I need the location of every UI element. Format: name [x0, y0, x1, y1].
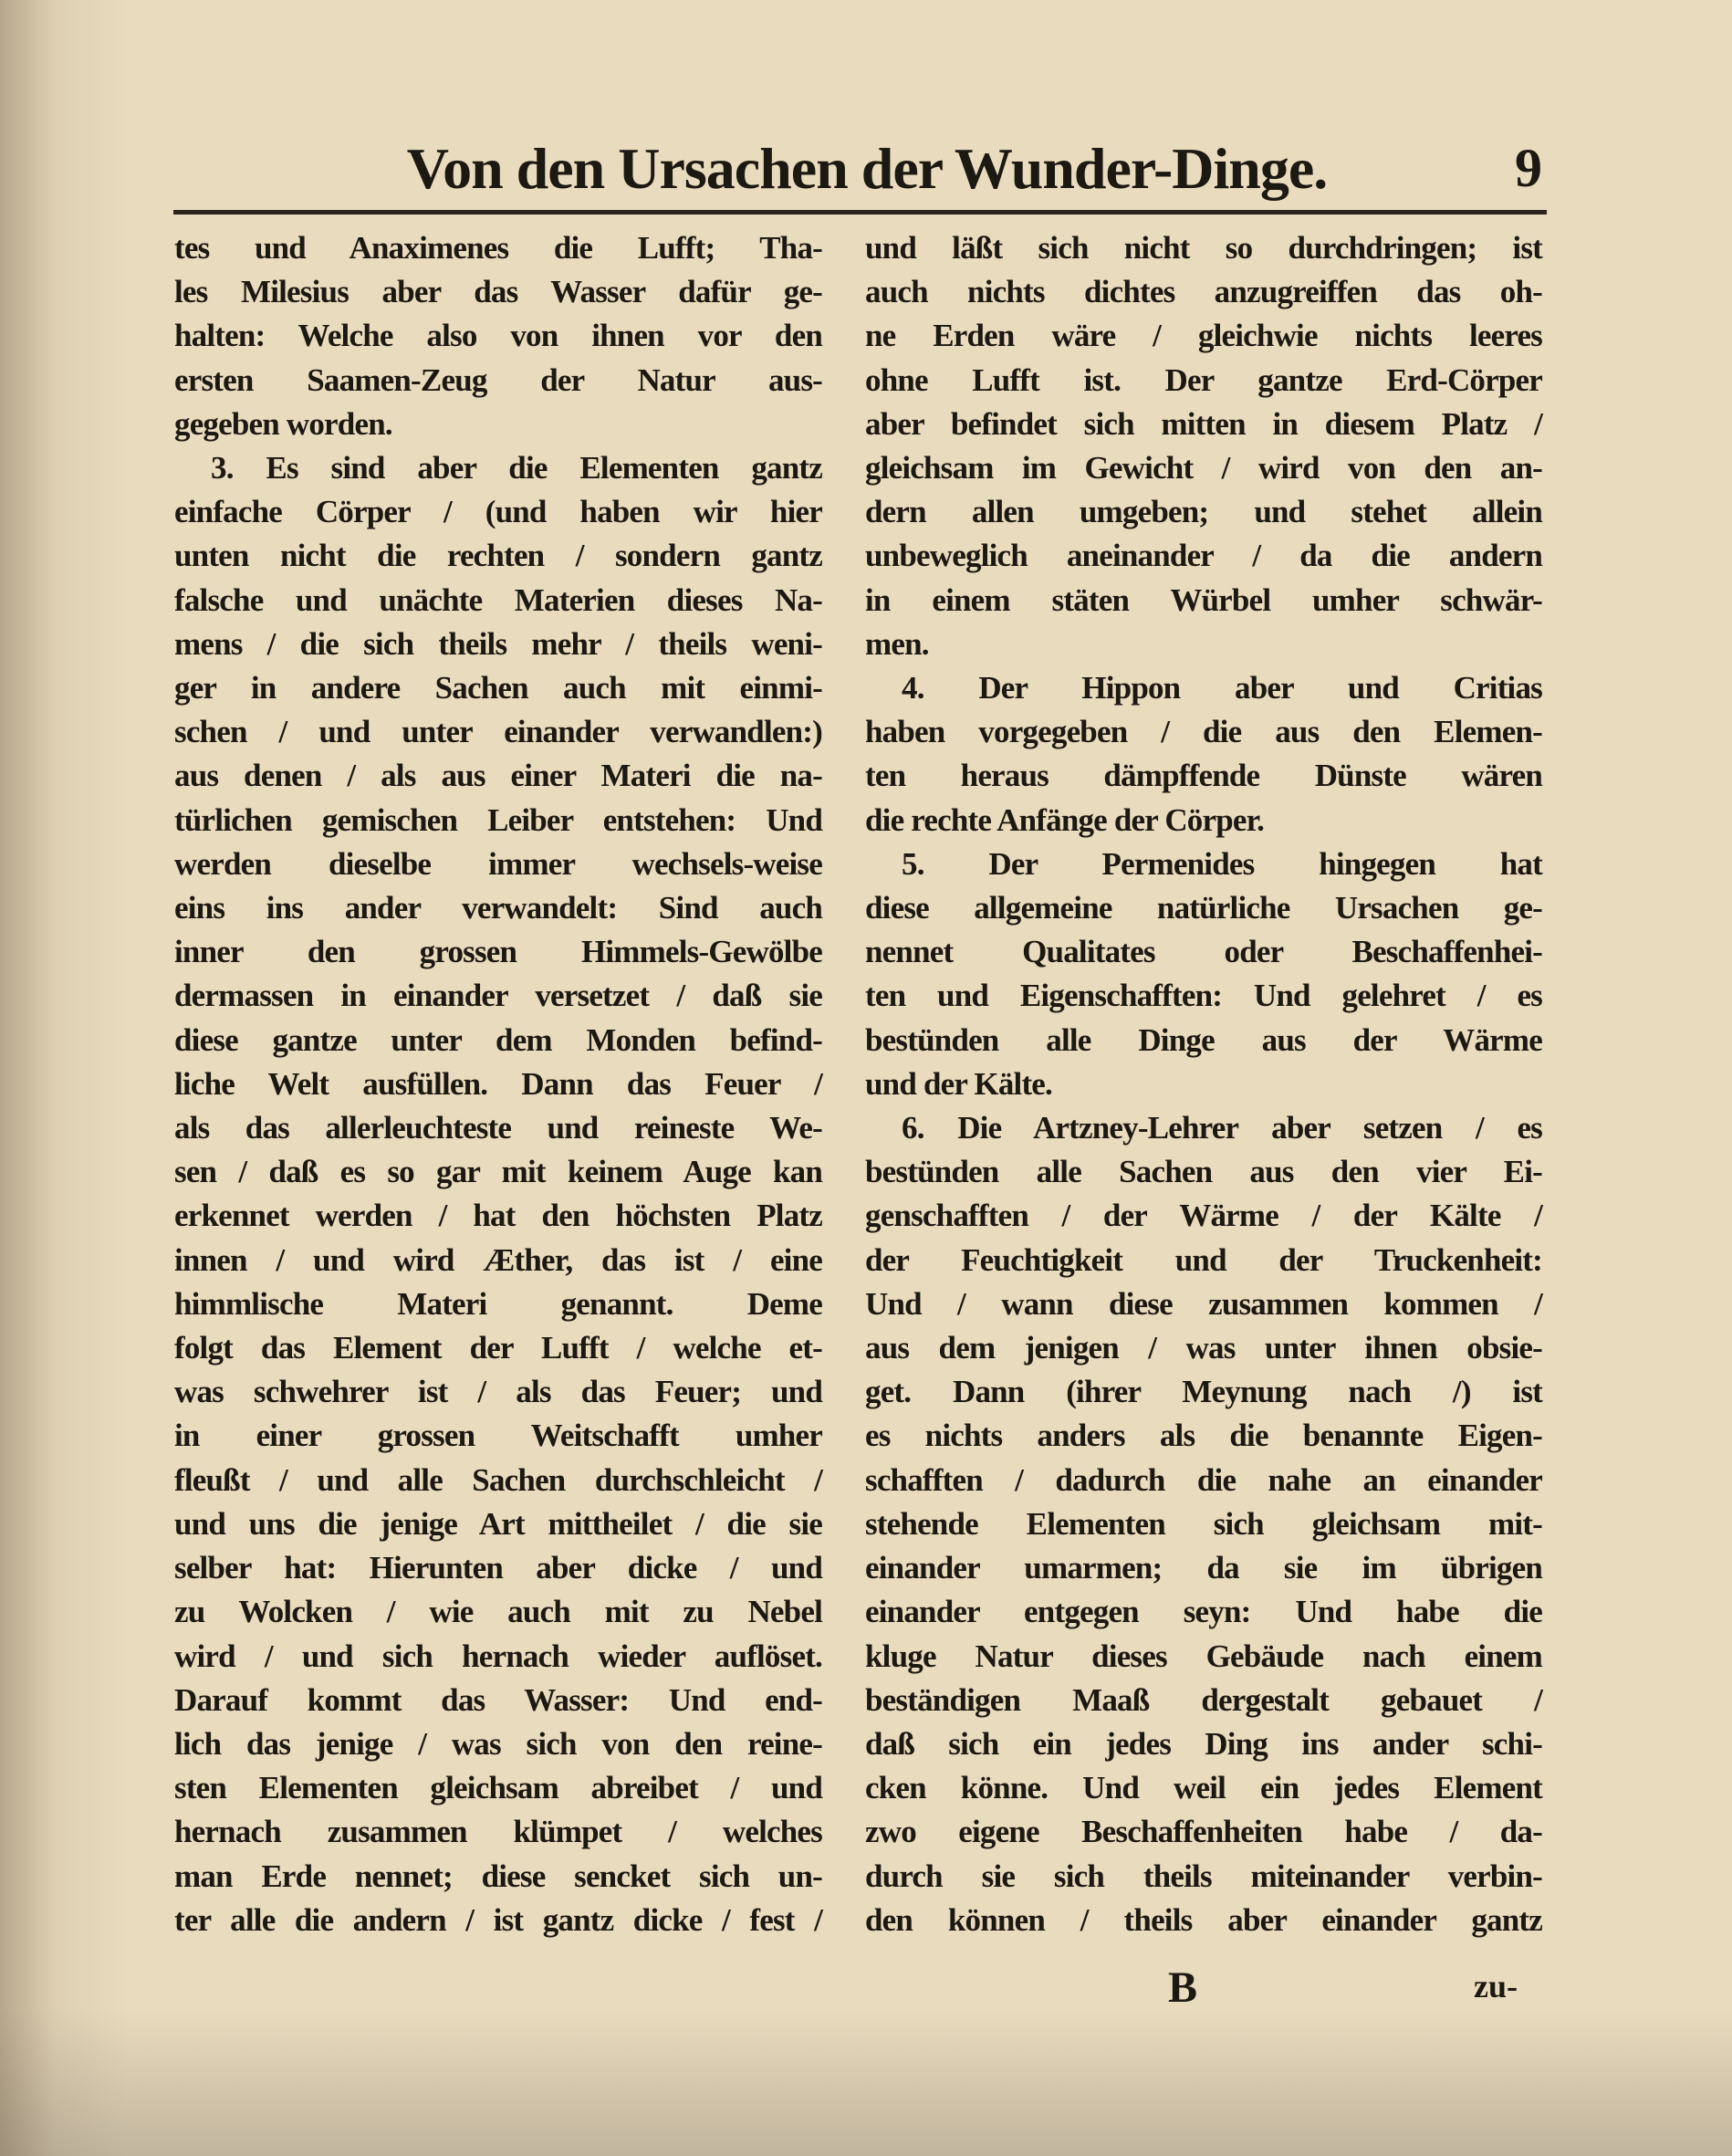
- text-line: falsche und unächte Materien dieses Na-: [174, 581, 822, 618]
- text-line: hernach zusammen klümpet / welches: [174, 1814, 822, 1850]
- text-line: wird / und sich hernach wieder auflöset.: [174, 1638, 822, 1674]
- text-line: bestünden alle Dinge aus der Wärme: [865, 1021, 1542, 1058]
- text-line: les Milesius aber das Wasser dafür ge-: [174, 274, 822, 310]
- text-line: und läßt sich nicht so durchdringen; ist: [865, 230, 1542, 266]
- text-line: aus denen / als aus einer Materi die na-: [174, 758, 822, 794]
- text-line: 3. Es sind aber die Elementen gantz: [211, 450, 822, 487]
- text-line: einander umarmen; da sie im übrigen: [865, 1550, 1542, 1586]
- text-line: 6. Die Artzney-Lehrer aber setzen / es: [902, 1110, 1542, 1146]
- text-line: eins ins ander verwandelt: Sind auch: [174, 890, 822, 926]
- text-line: 5. Der Permenides hingegen hat: [902, 845, 1542, 882]
- text-line: erkennet werden / hat den höchsten Platz: [174, 1198, 822, 1234]
- right-text-column: [865, 226, 1542, 1942]
- text-line: aus dem jenigen / was unter ihnen obsie-: [865, 1330, 1542, 1366]
- text-line: bestünden alle Sachen aus den vier Ei-: [865, 1154, 1542, 1190]
- header-rule: [173, 210, 1547, 215]
- text-line: himmlische Materi genannt. Deme: [174, 1285, 822, 1322]
- text-line: ten heraus dämpffende Dünste wären: [865, 758, 1542, 794]
- text-line: ohne Lufft ist. Der gantze Erd-Cörper: [865, 361, 1542, 398]
- text-line: 4. Der Hippon aber und Critias: [902, 670, 1542, 706]
- text-line: sten Elementen gleichsam abreibet / und: [174, 1770, 822, 1806]
- text-line: werden dieselbe immer wechsels-weise: [174, 845, 822, 882]
- text-line: folgt das Element der Lufft / welche et-: [174, 1330, 822, 1366]
- text-line: stehende Elementen sich gleichsam mit-: [865, 1505, 1542, 1542]
- text-line: es nichts anders als die benannte Eigen-: [865, 1418, 1542, 1454]
- text-line: ger in andere Sachen auch mit einmi-: [174, 670, 822, 706]
- text-line: cken könne. Und weil ein jedes Element: [865, 1770, 1542, 1806]
- page-number: 9: [1515, 138, 1542, 198]
- text-line: schafften / dadurch die nahe an einander: [865, 1461, 1542, 1498]
- text-line: men.: [865, 625, 929, 662]
- text-line: unten nicht die rechten / sondern gantz: [174, 538, 822, 574]
- text-line: Und / wann diese zusammen kommen /: [865, 1285, 1542, 1322]
- signature-mark: B: [1168, 1963, 1198, 2012]
- text-line: in einer grossen Weitschafft umher: [174, 1418, 822, 1454]
- text-line: der Feuchtigkeit und der Truckenheit:: [865, 1241, 1542, 1278]
- text-line: nennet Qualitates oder Beschaffenhei-: [865, 934, 1542, 970]
- text-line: unbeweglich aneinander / da die andern: [865, 538, 1542, 574]
- text-line: get. Dann (ihrer Meynung nach /) ist: [865, 1374, 1542, 1410]
- text-line: einfache Cörper / (und haben wir hier: [174, 494, 822, 530]
- text-line: fleußt / und alle Sachen durchschleicht /: [174, 1461, 822, 1498]
- running-head-title: Von den Ursachen der Wunder-Dinge.: [406, 136, 1328, 201]
- left-text-column: [174, 226, 822, 1942]
- text-line: aber befindet sich mitten in diesem Platz /: [865, 405, 1542, 442]
- text-line: selber hat: Hierunten aber dicke / und: [174, 1550, 822, 1586]
- text-line: dern allen umgeben; und stehet allein: [865, 494, 1542, 530]
- text-line: einander entgegen seyn: Und habe die: [865, 1594, 1542, 1630]
- text-line: diese allgemeine natürliche Ursachen ge-: [865, 890, 1542, 926]
- text-line: in einem stäten Würbel umher schwär-: [865, 581, 1542, 618]
- text-line: auch nichts dichtes anzugreiffen das oh-: [865, 274, 1542, 310]
- text-line: türlichen gemischen Leiber entstehen: Und: [174, 801, 822, 838]
- text-line: daß sich ein jedes Ding ins ander schi-: [865, 1725, 1542, 1762]
- text-line: ne Erden wäre / gleichwie nichts leeres: [865, 318, 1542, 354]
- text-line: haben vorgegeben / die aus den Elemen-: [865, 714, 1542, 750]
- text-line: halten: Welche also von ihnen vor den: [174, 318, 822, 354]
- text-line: genschafften / der Wärme / der Kälte /: [865, 1198, 1542, 1234]
- text-line: sen / daß es so gar mit keinem Auge kan: [174, 1154, 822, 1190]
- text-line: zu Wolcken / wie auch mit zu Nebel: [174, 1594, 822, 1630]
- text-line: mens / die sich theils mehr / theils weni-: [174, 625, 822, 662]
- text-line: Darauf kommt das Wasser: Und end-: [174, 1681, 822, 1718]
- text-line: beständigen Maaß dergestalt gebauet /: [865, 1681, 1542, 1718]
- text-line: ten und Eigenschafften: Und gelehret / es: [865, 978, 1542, 1014]
- text-line: man Erde nennet; diese sencket sich un-: [174, 1858, 822, 1894]
- text-line: zwo eigene Beschaffenheiten habe / da-: [865, 1814, 1542, 1850]
- text-line: diese gantze unter dem Monden befind-: [174, 1021, 822, 1058]
- text-line: gegeben worden.: [174, 405, 392, 442]
- text-line: gleichsam im Gewicht / wird von den an-: [865, 450, 1542, 487]
- catchword: zu-: [1474, 1968, 1518, 2004]
- text-line: liche Welt ausfüllen. Dann das Feuer /: [174, 1065, 822, 1102]
- text-line: schen / und unter einander verwandlen:): [174, 714, 822, 750]
- text-line: durch sie sich theils miteinander verbin-: [865, 1858, 1542, 1894]
- text-line: innen / und wird Æther, das ist / eine: [174, 1241, 822, 1278]
- text-line: lich das jenige / was sich von den reine-: [174, 1725, 822, 1762]
- text-line: und uns die jenige Art mittheilet / die sie: [174, 1505, 822, 1542]
- text-line: die rechte Anfänge der Cörper.: [865, 801, 1265, 838]
- text-line: als das allerleuchteste und reineste We-: [174, 1110, 822, 1146]
- text-line: dermassen in einander versetzet / daß sie: [174, 978, 822, 1014]
- text-line: ter alle die andern / ist gantz dicke / fest /: [174, 1901, 822, 1938]
- text-line: ersten Saamen-Zeug der Natur aus-: [174, 361, 822, 398]
- text-line: kluge Natur dieses Gebäude nach einem: [865, 1638, 1542, 1674]
- text-line: was schwehrer ist / als das Feuer; und: [174, 1374, 822, 1410]
- text-line: den können / theils aber einander gantz: [865, 1901, 1542, 1938]
- text-line: und der Kälte.: [865, 1065, 1052, 1102]
- text-line: inner den grossen Himmels-Gewölbe: [174, 934, 822, 970]
- text-line: tes und Anaximenes die Lufft; Tha-: [174, 230, 822, 266]
